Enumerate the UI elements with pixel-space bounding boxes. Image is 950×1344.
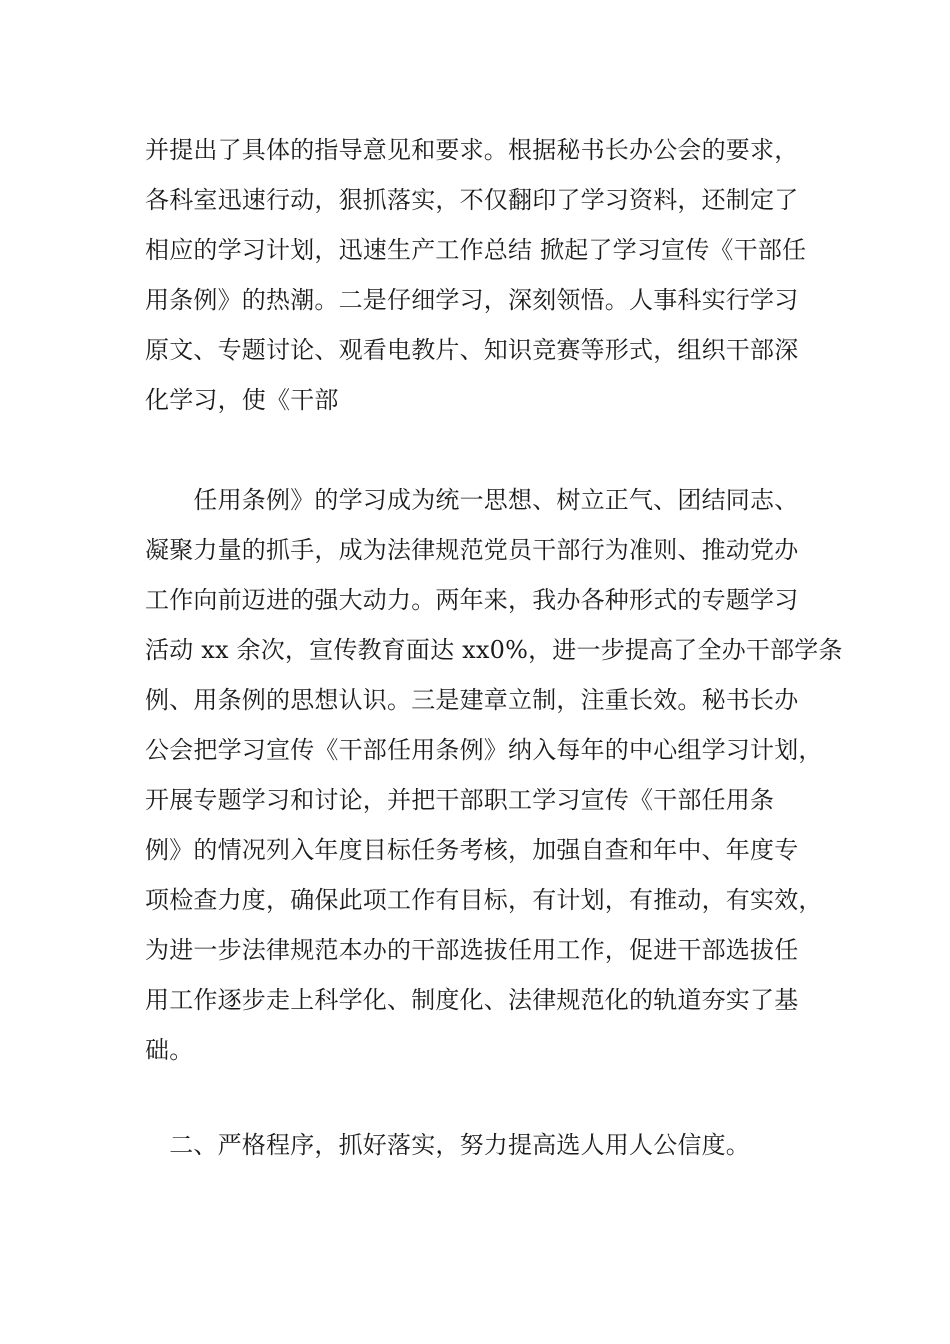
text-line: 任用条例》的学习成为统一思想、树立正气、团结同志、: [145, 486, 799, 514]
text-line: 凝聚力量的抓手，成为法律规范党员干部行为准则、推动党办: [145, 536, 799, 564]
text-line: 项检查力度，确保此项工作有目标，有计划，有推动，有实效，: [145, 886, 823, 914]
text-line: 公会把学习宣传《干部任用条例》纳入每年的中心组学习计划，: [145, 736, 823, 764]
text-line: 为进一步法律规范本办的干部选拔任用工作，促进干部选拔任: [145, 936, 799, 964]
text-line: 二、严格程序，抓好落实，努力提高选人用人公信度。: [145, 1131, 750, 1159]
text-line: 活动 xx 余次，宣传教育面达 xx0%，进一步提高了全办干部学条: [145, 636, 843, 664]
text-line: 开展专题学习和讨论，并把干部职工学习宣传《干部任用条: [145, 786, 775, 814]
text-line: 各科室迅速行动，狠抓落实，不仅翻印了学习资料，还制定了: [145, 186, 799, 214]
text-line: 并提出了具体的指导意见和要求。根据秘书长办公会的要求，: [145, 136, 799, 164]
text-line: 例、用条例的思想认识。三是建章立制，注重长效。秘书长办: [145, 686, 799, 714]
text-line: 础。: [145, 1036, 194, 1064]
paragraph-2: [145, 475, 845, 1075]
text-line: 例》的情况列入年度目标任务考核，加强自查和年中、年度专: [145, 836, 799, 864]
paragraph-1: [145, 125, 845, 425]
text-line: 原文、专题讨论、观看电教片、知识竞赛等形式，组织干部深: [145, 336, 799, 364]
text-line: 用工作逐步走上科学化、制度化、法律规范化的轨道夯实了基: [145, 986, 799, 1014]
section-heading: [145, 1120, 845, 1170]
text-line: 工作向前迈进的强大动力。两年来，我办各种形式的专题学习: [145, 586, 799, 614]
text-line: 用条例》的热潮。二是仔细学习，深刻领悟。人事科实行学习: [145, 286, 799, 314]
text-line: 化学习，使《干部: [145, 386, 339, 414]
text-line: 相应的学习计划，迅速生产工作总结 掀起了学习宣传《干部任: [145, 236, 807, 264]
